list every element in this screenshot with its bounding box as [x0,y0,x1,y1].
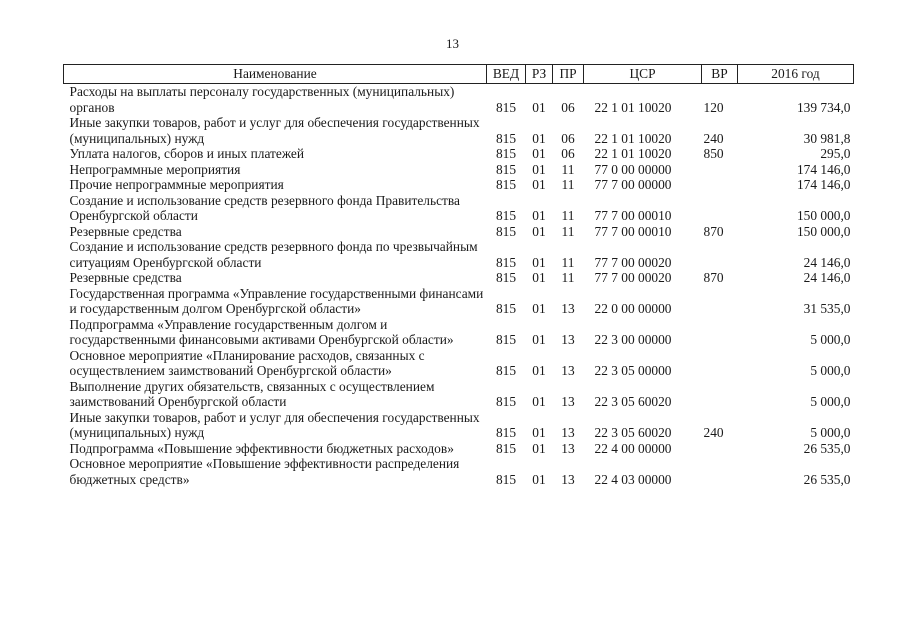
row-vr [702,286,738,317]
row-amount: 30 981,8 [803,130,851,146]
page-number: 13 [446,36,459,51]
table-row [64,177,854,193]
row-name: Прочие непрограммные мероприятия [69,177,284,192]
row-name: Подпрограмма «Повышение эффективности бюджетных расходов» [69,440,454,456]
row-rz: 01 [532,177,546,192]
row-ved: 815 [495,254,517,270]
row-vr [702,162,738,178]
row-pr: 11 [561,254,575,270]
table-row [64,441,854,457]
row-ved: 815 [495,223,517,239]
row-rz: 01 [532,130,546,146]
row-pr: 13 [561,332,575,347]
row-ved: 815 [495,161,517,177]
row-ved: 815 [495,471,517,487]
row-csr: 77 7 00 00010 [594,208,672,223]
row-csr: 77 7 00 00010 [594,223,672,239]
row-rz: 01 [532,332,546,347]
row-rz: 01 [532,223,546,239]
table-row [64,410,854,441]
row-amount: 174 146,0 [796,177,851,192]
row-ved: 815 [495,130,517,146]
row-vr [702,317,738,348]
row-vr [702,441,738,457]
row-pr: 06 [561,146,575,161]
row-amount: 24 146,0 [803,270,851,285]
row-vr [702,456,738,487]
row-ved: 815 [495,425,517,440]
row-csr: 22 3 05 60020 [594,425,672,440]
row-csr: 77 0 00 00000 [594,161,672,177]
row-amount: 150 000,0 [796,223,851,239]
row-amount: 5 000,0 [810,332,851,347]
row-rz: 01 [532,99,546,115]
row-name: Основное мероприятие «Планирование расходов, связанных с осуществлением заимствований Оренбургской области» [69,347,425,378]
row-pr: 11 [561,223,575,239]
table-row [64,317,854,348]
row-rz: 01 [532,471,546,487]
row-ved: 815 [495,99,517,115]
row-amount: 24 146,0 [803,254,851,270]
row-name: Иные закупки товаров, работ и услуг для обеспечения государственных (муниципальных) нужд [69,115,480,146]
row-csr: 22 1 01 10020 [594,99,672,115]
row-rz: 01 [532,301,546,316]
row-amount: 139 734,0 [796,99,851,115]
row-name: Государственная программа «Управление государственными финансами и государственным долгом Оренбургской области» [69,285,484,316]
row-vr [702,239,738,270]
table-row [64,84,854,116]
row-vr: 870 [703,223,724,239]
row-pr: 13 [561,425,575,440]
row-csr: 22 1 01 10020 [594,130,672,146]
row-rz: 01 [532,394,546,409]
row-ved: 815 [495,332,517,347]
row-ved: 815 [495,270,517,285]
header-pr: ПР [553,65,584,84]
row-vr: 120 [703,99,724,115]
row-rz: 01 [532,146,546,161]
row-ved: 815 [495,394,517,409]
table-row [64,286,854,317]
table-row [64,348,854,379]
row-pr: 06 [561,99,575,115]
row-pr: 06 [561,130,575,146]
row-pr: 11 [561,161,575,177]
table-row [64,456,854,487]
row-csr: 77 7 00 00000 [594,177,672,192]
row-ved: 815 [495,363,517,378]
header-ved: ВЕД [487,65,526,84]
row-csr: 77 7 00 00020 [594,254,672,270]
row-ved: 815 [495,440,517,456]
row-csr: 22 1 01 10020 [594,146,672,161]
row-rz: 01 [532,270,546,285]
row-rz: 01 [532,254,546,270]
row-name: Выполнение других обязательств, связанных с осуществлением заимствований Оренбургской области [69,378,435,409]
row-name: Подпрограмма «Управление государственным долгом и государственными финансовыми активами Оренбургской области» [69,316,454,347]
row-name: Иные закупки товаров, работ и услуг для обеспечения государственных (муниципальных) нужд [69,409,480,440]
row-amount: 5 000,0 [810,394,851,409]
row-pr: 13 [561,301,575,316]
row-csr: 22 4 00 00000 [594,440,672,456]
row-name: Основное мероприятие «Повышение эффективности распределения бюджетных средств» [69,456,460,487]
row-name: Резервные средства [69,270,182,285]
table-row [64,239,854,270]
row-rz: 01 [532,440,546,456]
row-vr [702,348,738,379]
table-row [64,115,854,146]
row-vr [702,193,738,224]
row-name: Создание и использование средств резервного фонда Правительства Оренбургской области [69,192,460,223]
header-rz: РЗ [526,65,553,84]
header-csr: ЦСР [584,65,702,84]
row-amount: 26 535,0 [803,471,851,487]
row-amount: 31 535,0 [803,301,851,316]
row-csr: 22 3 00 00000 [594,332,672,347]
row-pr: 11 [561,208,575,223]
row-csr: 22 3 05 00000 [594,363,672,378]
row-pr: 11 [561,270,575,285]
row-name: Расходы на выплаты персоналу государственных (муниципальных) органов [69,84,455,115]
row-ved: 815 [495,301,517,316]
row-vr: 240 [703,425,724,440]
row-vr: 240 [703,130,724,146]
row-vr: 870 [703,270,724,285]
row-csr: 22 3 05 60020 [594,394,672,409]
table-row [64,162,854,178]
row-rz: 01 [532,161,546,177]
row-amount: 295,0 [820,146,851,161]
row-amount: 26 535,0 [803,440,851,456]
row-rz: 01 [532,363,546,378]
row-ved: 815 [495,146,517,161]
row-amount: 174 146,0 [796,161,851,177]
row-rz: 01 [532,208,546,223]
header-name: Наименование [64,65,487,84]
row-name: Уплата налогов, сборов и иных платежей [69,146,305,161]
budget-table [63,64,854,487]
table-row [64,193,854,224]
header-vr: ВР [702,65,738,84]
row-name: Создание и использование средств резервного фонда по чрезвычайным ситуациям Оренбургской области [69,239,478,270]
table-header-row [64,65,854,84]
row-amount: 5 000,0 [810,363,851,378]
row-rz: 01 [532,425,546,440]
row-pr: 11 [561,177,575,192]
row-pr: 13 [561,363,575,378]
row-name: Резервные средства [69,223,182,239]
table-row [64,270,854,286]
row-vr [702,177,738,193]
row-csr: 77 7 00 00020 [594,270,672,285]
row-name: Непрограммные мероприятия [69,161,241,177]
row-csr: 22 0 00 00000 [594,301,672,316]
row-vr [702,379,738,410]
row-amount: 5 000,0 [810,425,851,440]
row-ved: 815 [495,177,517,192]
row-vr: 850 [703,146,724,161]
row-ved: 815 [495,208,517,223]
header-year: 2016 год [738,65,854,84]
row-pr: 13 [561,471,575,487]
row-pr: 13 [561,440,575,456]
row-amount: 150 000,0 [796,208,851,223]
table-row [64,224,854,240]
row-pr: 13 [561,394,575,409]
table-row [64,146,854,162]
row-csr: 22 4 03 00000 [594,471,672,487]
table-row [64,379,854,410]
